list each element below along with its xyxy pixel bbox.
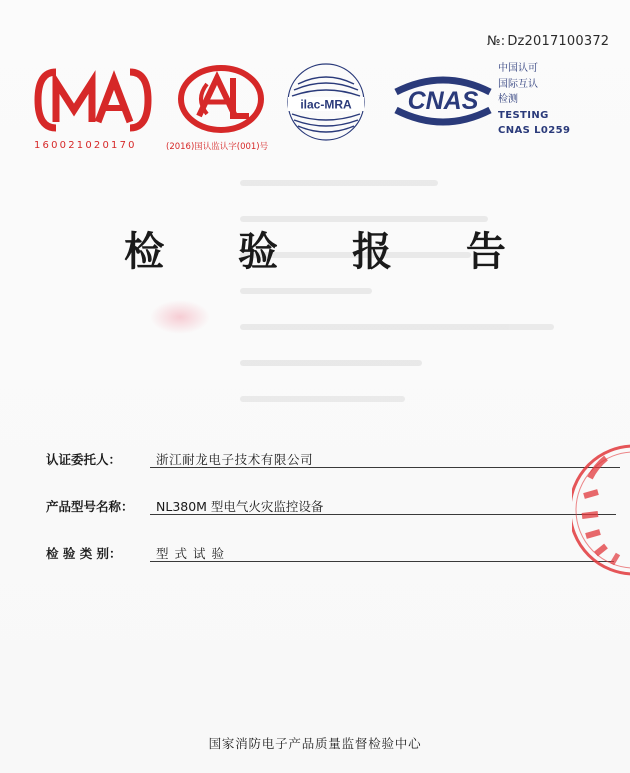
report-number <box>487 34 609 49</box>
field-test-type-value: 型式试验 <box>156 546 231 561</box>
cal-certificate-caption: (2016)国认监认字(001)号 <box>166 142 269 152</box>
svg-text:CNAS: CNAS <box>407 87 479 115</box>
svg-text:ilac-MRA: ilac-MRA <box>300 97 352 112</box>
field-test-type-underline <box>150 561 614 562</box>
field-test-type <box>46 544 231 562</box>
field-product-value: NL380M 型电气火灾监控设备 <box>156 499 324 514</box>
field-product-label: 产品型号名称： <box>46 499 134 514</box>
field-client <box>46 450 314 468</box>
cnas-logo <box>388 70 498 132</box>
field-product <box>46 497 324 515</box>
report-number-value: Dz2017100372 <box>507 34 610 49</box>
field-client-underline <box>150 467 620 468</box>
cnas-line-cn1: 中国认可 <box>498 63 538 74</box>
cnas-accreditation-text <box>498 61 570 139</box>
report-title: 检 验 报 告 <box>124 228 536 275</box>
report-number-label: №: <box>487 34 506 49</box>
cnas-line-testing: TESTING <box>498 109 549 121</box>
ma-certificate-number: 160021020170 <box>34 140 137 151</box>
official-seal <box>572 438 630 588</box>
field-product-underline <box>150 514 616 515</box>
cal-logo <box>177 64 265 134</box>
field-client-value: 浙江耐龙电子技术有限公司 <box>156 452 314 467</box>
field-test-type-label: 检 验 类 别： <box>46 546 122 561</box>
ma-logo <box>34 66 152 134</box>
cnas-line-cn3: 检测 <box>498 94 518 105</box>
cnas-line-cn2: 国际互认 <box>498 78 538 90</box>
issuing-organization: 国家消防电子产品质量监督检验中心 <box>208 736 422 751</box>
pink-mark <box>150 300 210 334</box>
cnas-line-number: CNAS L0259 <box>498 125 571 136</box>
ilac-mra-logo <box>284 60 368 144</box>
field-client-label: 认证委托人： <box>46 452 122 467</box>
bleed-through-text <box>240 180 570 410</box>
